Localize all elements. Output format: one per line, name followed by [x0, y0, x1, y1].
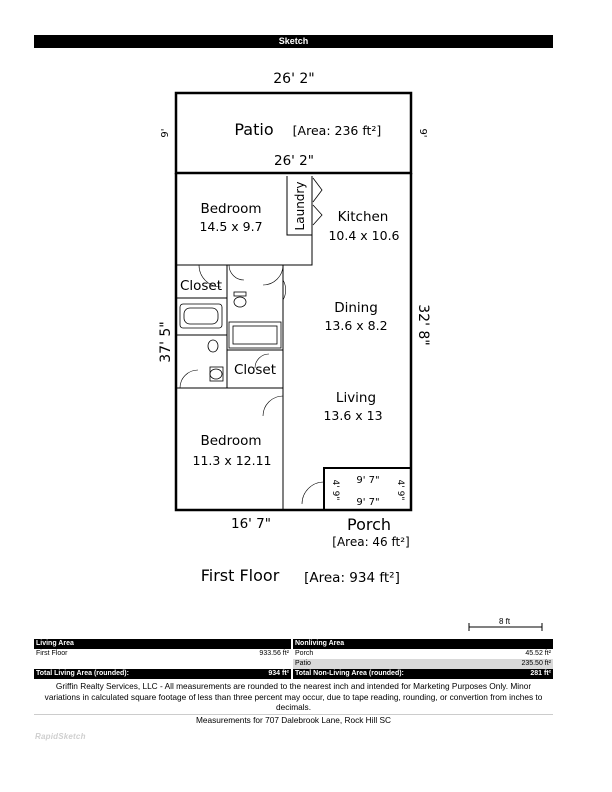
patio-area: [Area: 236 ft²]: [292, 123, 382, 138]
floor-name: First Floor: [200, 566, 280, 585]
laundry-label: Laundry: [293, 181, 307, 231]
table-row: [34, 649, 553, 659]
left-height-label: 37' 5": [158, 321, 174, 363]
disclaimer-note: Griffin Realty Services, LLC - All measurements are rounded to the nearest inch and intended for Marketing Purposes Only. Minor variations in calculated square footage of less than three percent may occur, due to tape reading, rounding, or convertion from inches to decimals.: [44, 681, 543, 712]
sketch-title-bar: Sketch: [34, 35, 553, 48]
porch-right-dim: 4' 9": [395, 479, 405, 501]
living-area-header: Living Area: [34, 639, 292, 649]
area-table: [34, 639, 553, 679]
living-dims: 13.6 x 13: [323, 408, 383, 423]
toilet-icon-2: [208, 340, 218, 352]
rapidsketch-logo: RapidSketch: [35, 732, 86, 741]
porch-width-bottom: 9' 7": [356, 497, 380, 508]
measurements-address: Measurements for 707 Dalebrook Lane, Rock Hill SC: [195, 715, 392, 725]
scale-bar-graphic: [0, 600, 612, 640]
patio-right-dim: 9': [417, 128, 428, 138]
living-row-label: First Floor: [36, 650, 68, 657]
bedroom-bottom-dims: 11.3 x 12.11: [192, 453, 272, 468]
dining-name: Dining: [334, 300, 378, 316]
closet-mid-label: Closet: [233, 362, 277, 378]
living-row-value: 933.56 ft²: [259, 650, 289, 657]
kitchen-name: Kitchen: [337, 209, 389, 225]
porch-width-top: 9' 7": [356, 475, 380, 486]
shower-pan-icon: [233, 326, 277, 344]
patio-name: Patio: [234, 120, 274, 139]
door-swing-bath-bottom: [180, 370, 198, 388]
dining-dims: 13.6 x 8.2: [324, 318, 388, 333]
door-swing-bedroom: [263, 396, 283, 416]
toilet-tank-icon: [234, 292, 246, 296]
bottom-width-label: 16' 7": [231, 516, 271, 532]
nonliving-row-label: Patio: [292, 659, 462, 669]
top-width-label: 26' 2": [273, 71, 315, 87]
nonliving-row-label: Porch: [292, 649, 462, 659]
door-swings: [180, 265, 324, 504]
door-swing-bath: [263, 265, 283, 285]
floor-area: [Area: 934 ft²]: [304, 570, 400, 586]
bedroom-top-name: Bedroom: [200, 201, 262, 217]
bathtub-basin-icon: [184, 308, 218, 324]
right-height-label: 32' 8": [415, 304, 431, 346]
laundry-door-icon-2: [313, 205, 322, 225]
table-row: [34, 659, 553, 669]
sink-icon: [210, 369, 222, 379]
porch-area: [Area: 46 ft²]: [332, 535, 410, 549]
laundry-door-icon: [313, 178, 322, 202]
patio-left-dim: 9': [160, 128, 171, 138]
door-swing-front: [302, 482, 324, 504]
porch-left-dim: 4' 9": [330, 479, 340, 501]
nonliving-area-header: Nonliving Area: [292, 639, 553, 649]
closet-top-label: Closet: [179, 278, 223, 294]
kitchen-dims: 10.4 x 10.6: [328, 228, 400, 243]
toilet-icon: [234, 297, 246, 307]
bedroom-bottom-name: Bedroom: [200, 433, 262, 449]
total-living-value: 934 ft²: [204, 669, 292, 679]
scale-label: 8 ft: [499, 617, 511, 626]
nonliving-row-value: 235.50 ft²: [462, 659, 553, 669]
total-living-label: Total Living Area (rounded):: [34, 669, 204, 679]
nonliving-row-value: 45.52 ft²: [525, 650, 552, 657]
bedroom-top-dims: 14.5 x 9.7: [199, 219, 263, 234]
total-nonliving-value: 281 ft²: [462, 669, 553, 679]
door-swing-bath-2: [229, 265, 244, 280]
porch-name: Porch: [346, 515, 392, 534]
living-name: Living: [335, 390, 377, 406]
total-nonliving-label: Total Non-Living Area (rounded):: [292, 669, 462, 679]
patio-inner-width: 26' 2": [274, 153, 314, 169]
